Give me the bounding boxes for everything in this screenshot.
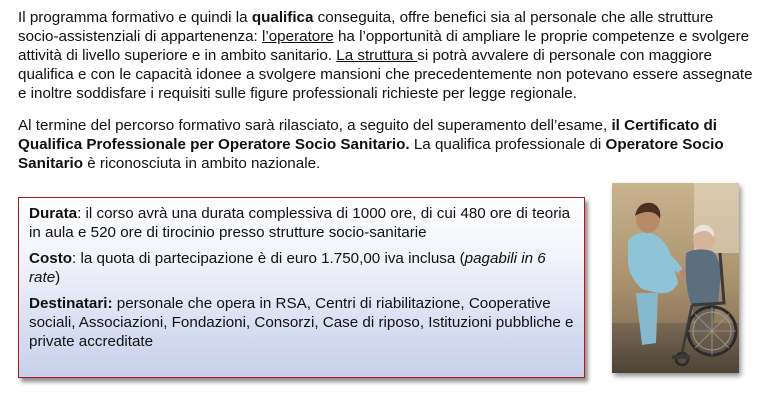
recipients-text: personale che opera in RSA, Centri di riabilitazione, Cooperative sociali, Associazioni, Fondazioni, Consorzi, Case di riposo, Istituzioni pubbliche e private accreditate xyxy=(29,295,574,350)
cost-installments: pagabili in 6 rate xyxy=(29,250,546,286)
cost-label: Costo xyxy=(29,250,73,267)
bold-term-qualifica: qualifica xyxy=(251,9,314,26)
bold-qualification-name: Operatore Socio Sanitario xyxy=(18,136,724,172)
certificate-paragraph xyxy=(18,116,756,173)
duration-item xyxy=(29,204,574,242)
recipients-label: Destinatari: xyxy=(29,295,113,312)
intro-paragraph xyxy=(18,8,756,103)
caregiver-with-wheelchair-photo xyxy=(612,183,739,373)
cost-text: : la quota di partecipazione è di euro 1.750,00 iva inclusa ( xyxy=(72,250,465,267)
text-run: ha l’opportunità di ampliare le proprie competenze e svolgere attività di livello superiore e in ambito sanitario. xyxy=(18,28,750,64)
underlined-term-struttura: La struttura xyxy=(336,47,418,64)
duration-label: Durata xyxy=(29,205,78,222)
text-run: si potrà avvalere di personale con maggiore qualifica e con le capacità idonee a svolgere mansioni che precedentemente non potevano essere assegnate e inoltre soddisfare i requisiti sulle figure professionali richieste per legge regionale. xyxy=(18,47,753,102)
recipients-item xyxy=(29,294,574,351)
text-run: conseguita, offre benefici sia al personale che alle strutture socio-assistenziali di appartenenza: xyxy=(18,9,714,45)
text-run: Al termine del percorso formativo sarà rilasciato, a seguito del superamento dell’esame, xyxy=(18,117,612,134)
bold-certificate-name: il Certificato di Qualifica Professionale per Operatore Socio Sanitario. xyxy=(18,117,717,153)
underlined-term-operatore: l’operatore xyxy=(261,28,334,45)
cost-item xyxy=(29,249,574,287)
cost-text-close: ) xyxy=(55,269,61,286)
text-run: Il programma formativo e quindi la xyxy=(18,9,252,26)
text-run: La qualifica professionale di xyxy=(409,136,606,153)
duration-text: : il corso avrà una durata complessiva di 1000 ore, di cui 480 ore di teoria in aula e 520 ore di tirocinio presso strutture socio-sanitarie xyxy=(29,205,571,241)
text-run: è riconosciuta in ambito nazionale. xyxy=(83,155,321,172)
photo-illustration xyxy=(612,183,739,373)
course-info-box xyxy=(18,197,585,378)
